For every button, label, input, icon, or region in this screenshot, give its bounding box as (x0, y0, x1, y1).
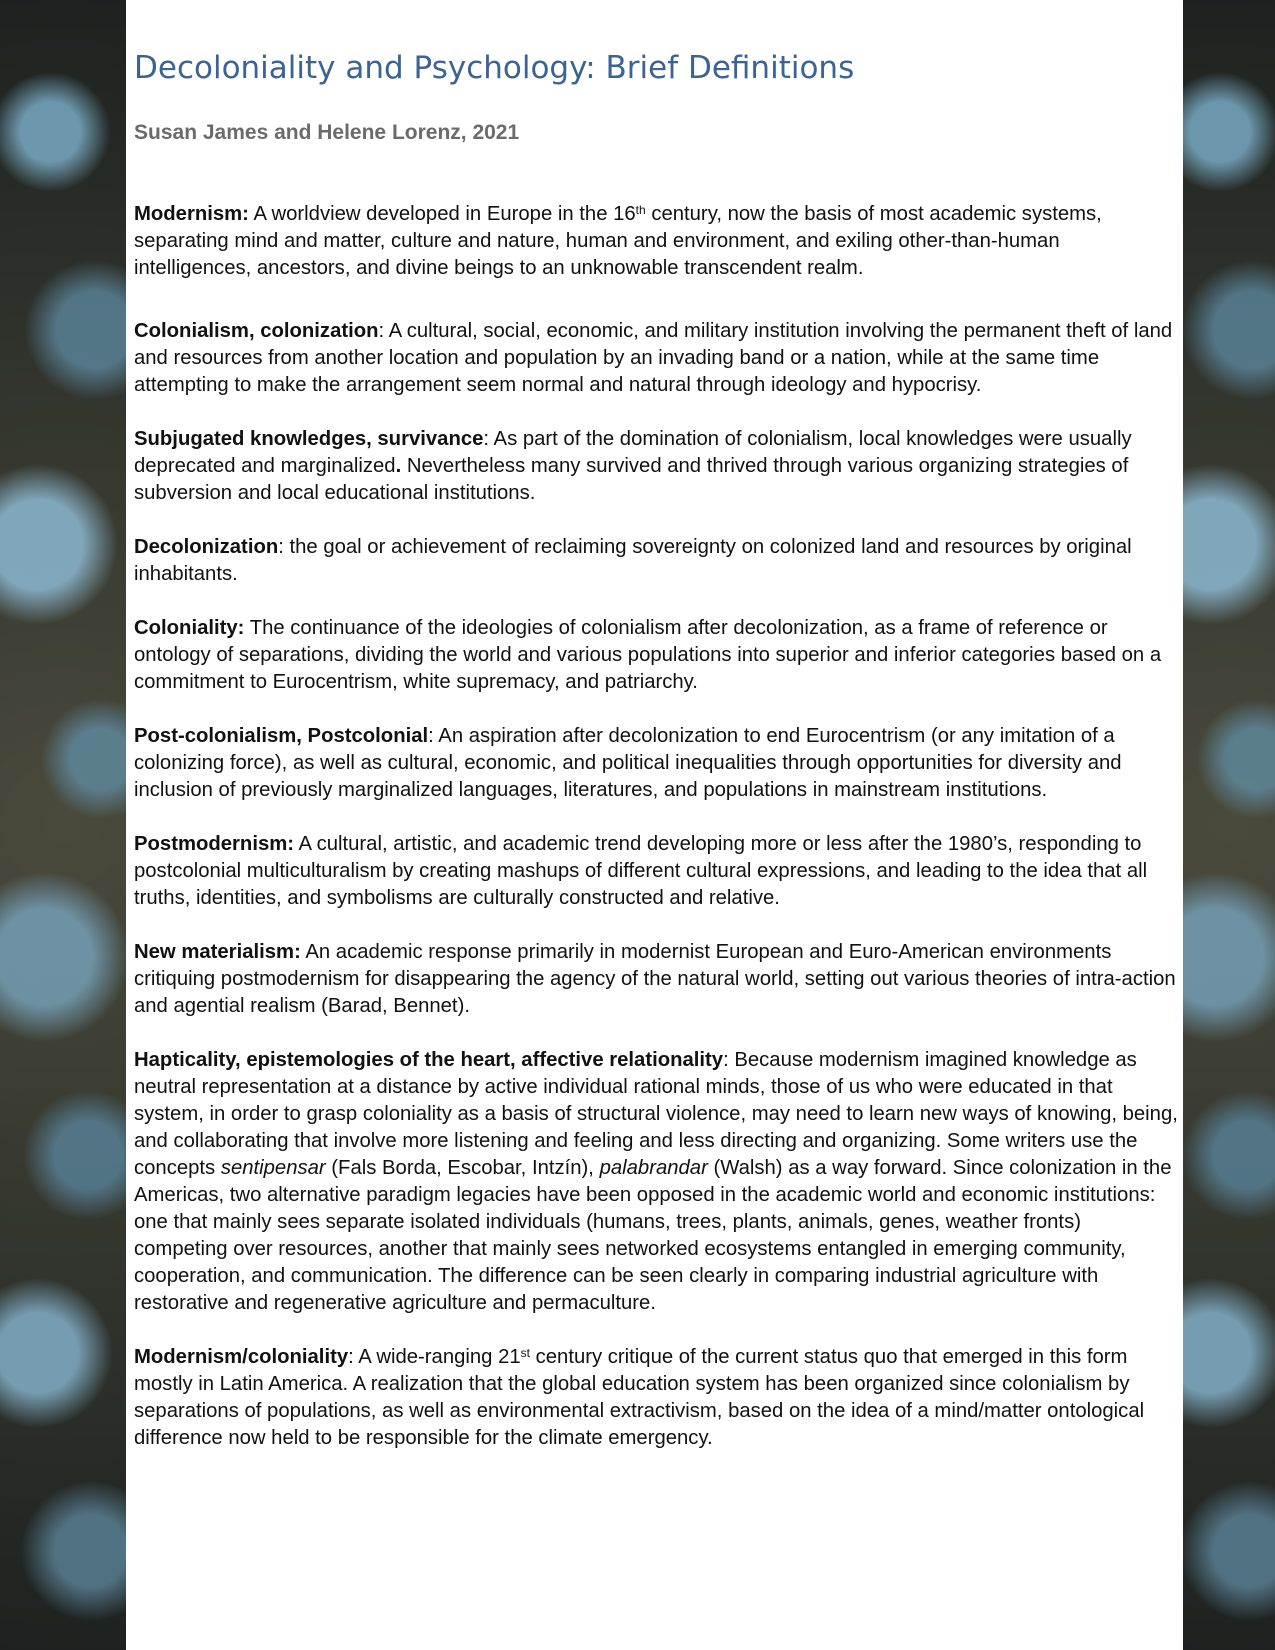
definition-term: Subjugated knowledges, survivance (134, 428, 484, 450)
document-page (126, 0, 1183, 1650)
superscript: th (635, 203, 646, 217)
definition-colonialism (134, 318, 1180, 399)
definition-text: Nevertheless many survived and thrived through various organizing strategies of subversion and local educational institutions. (134, 455, 1129, 504)
definition-text: A cultural, artistic, and academic trend developing more or less after the 1980’s, responding to postcolonial multiculturalism by creating mashups of different cultural expressions, and leading to the idea that all truths, identities, and symbolisms are culturally constructed and relative. (134, 833, 1148, 909)
definition-coloniality (134, 615, 1180, 696)
definition-text: An academic response primarily in modernist European and Euro-American environments critiquing postmodernism for disappearing the agency of the natural world, setting out various theories of intra-action and agential realism (Barad, Bennet). (134, 941, 1176, 1017)
definition-text: century, now the basis of most academic systems, separating mind and matter, culture and nature, human and environment, and exiling other-than-human intelligences, ancestors, and divine beings to an unknowable transcendent realm. (134, 203, 1102, 279)
document-authors: Susan James and Helene Lorenz, 2021 (134, 121, 520, 144)
definition-text: : A wide-ranging 21 (348, 1346, 521, 1368)
definition-term: Coloniality: (134, 617, 245, 639)
definition-term: Post-colonialism, Postcolonial (134, 725, 429, 747)
decorative-floral-border-right (1183, 0, 1275, 1650)
definition-subjugated-knowledges (134, 426, 1180, 507)
definition-new-materialism (134, 939, 1180, 1020)
decorative-floral-border-left (0, 0, 126, 1650)
definition-hapticality (134, 1047, 1180, 1317)
definition-text: (Walsh) as a way forward. Since colonization in the Americas, two alternative paradigm legacies have been opposed in the academic world and economic institutions: one that mainly sees separate isolated individuals (humans, trees, plants, animals, genes, weather fronts) competing over resources, another that mainly sees networked ecosystems entangled in emerging community, cooperation, and communication. The difference can be seen clearly in comparing industrial agriculture with restorative and regenerative agriculture and permaculture. (134, 1157, 1172, 1314)
definition-postmodernism (134, 831, 1180, 912)
definition-decolonization (134, 534, 1180, 588)
definition-modernism (134, 201, 1180, 282)
definition-term: Colonialism, colonization (134, 320, 379, 342)
definition-text: : the goal or achievement of reclaiming sovereignty on colonized land and resources by original inhabitants. (134, 536, 1132, 585)
definitions-list (134, 201, 1180, 1479)
definition-text: : Because modernism imagined knowledge as neutral representation at a distance by active individual rational minds, those of us who were educated in that system, in order to grasp coloniality as a basis of structural violence, may need to learn new ways of knowing, being, and collaborating that involve more listening and feeling and less directing and organizing. Some writers use the concepts (134, 1049, 1178, 1179)
italic-term: sentipensar (220, 1157, 326, 1179)
definition-text: : A cultural, social, economic, and military institution involving the permanent theft of land and resources from another location and population by an invading band or a nation, while at the same time attempting to make the arrangement seem normal and natural through ideology and hypocrisy. (134, 320, 1173, 396)
bold-period: . (395, 455, 402, 477)
definition-term: New materialism: (134, 941, 301, 963)
document-title: Decoloniality and Psychology: Brief Definitions (134, 50, 855, 86)
definition-text: : An aspiration after decolonization to end Eurocentrism (or any imitation of a colonizing force), as well as cultural, economic, and political inequalities through opportunities for diversity and inclusion of previously marginalized languages, literatures, and populations in mainstream institutions. (134, 725, 1122, 801)
definition-text: A worldview developed in Europe in the 16 (248, 203, 636, 225)
italic-term: palabrandar (599, 1157, 708, 1179)
definition-post-colonialism (134, 723, 1180, 804)
definition-modernism-coloniality (134, 1344, 1180, 1452)
definition-text: : As part of the domination of colonialism, local knowledges were usually deprecated and marginalized (134, 428, 1132, 477)
definition-term: Decolonization (134, 536, 279, 558)
superscript: st (520, 1346, 530, 1360)
definition-term: Postmodernism: (134, 833, 295, 855)
definition-text: (Fals Borda, Escobar, Intzín), (325, 1157, 600, 1179)
definition-term: Hapticality, epistemologies of the heart, affective relationality (134, 1049, 724, 1071)
definition-term: Modernism: (134, 203, 249, 225)
definition-text: century critique of the current status quo that emerged in this form mostly in Latin America. A realization that the global education system has been organized since colonialism by separations of populations, as well as environmental extractivism, based on the idea of a mind/matter ontological difference now held to be responsible for the climate emergency. (134, 1346, 1145, 1449)
definition-term: Modernism/coloniality (134, 1346, 349, 1368)
definition-text: The continuance of the ideologies of colonialism after decolonization, as a frame of reference or ontology of separations, dividing the world and various populations into superior and inferior categories based on a commitment to Eurocentrism, white supremacy, and patriarchy. (134, 617, 1162, 693)
